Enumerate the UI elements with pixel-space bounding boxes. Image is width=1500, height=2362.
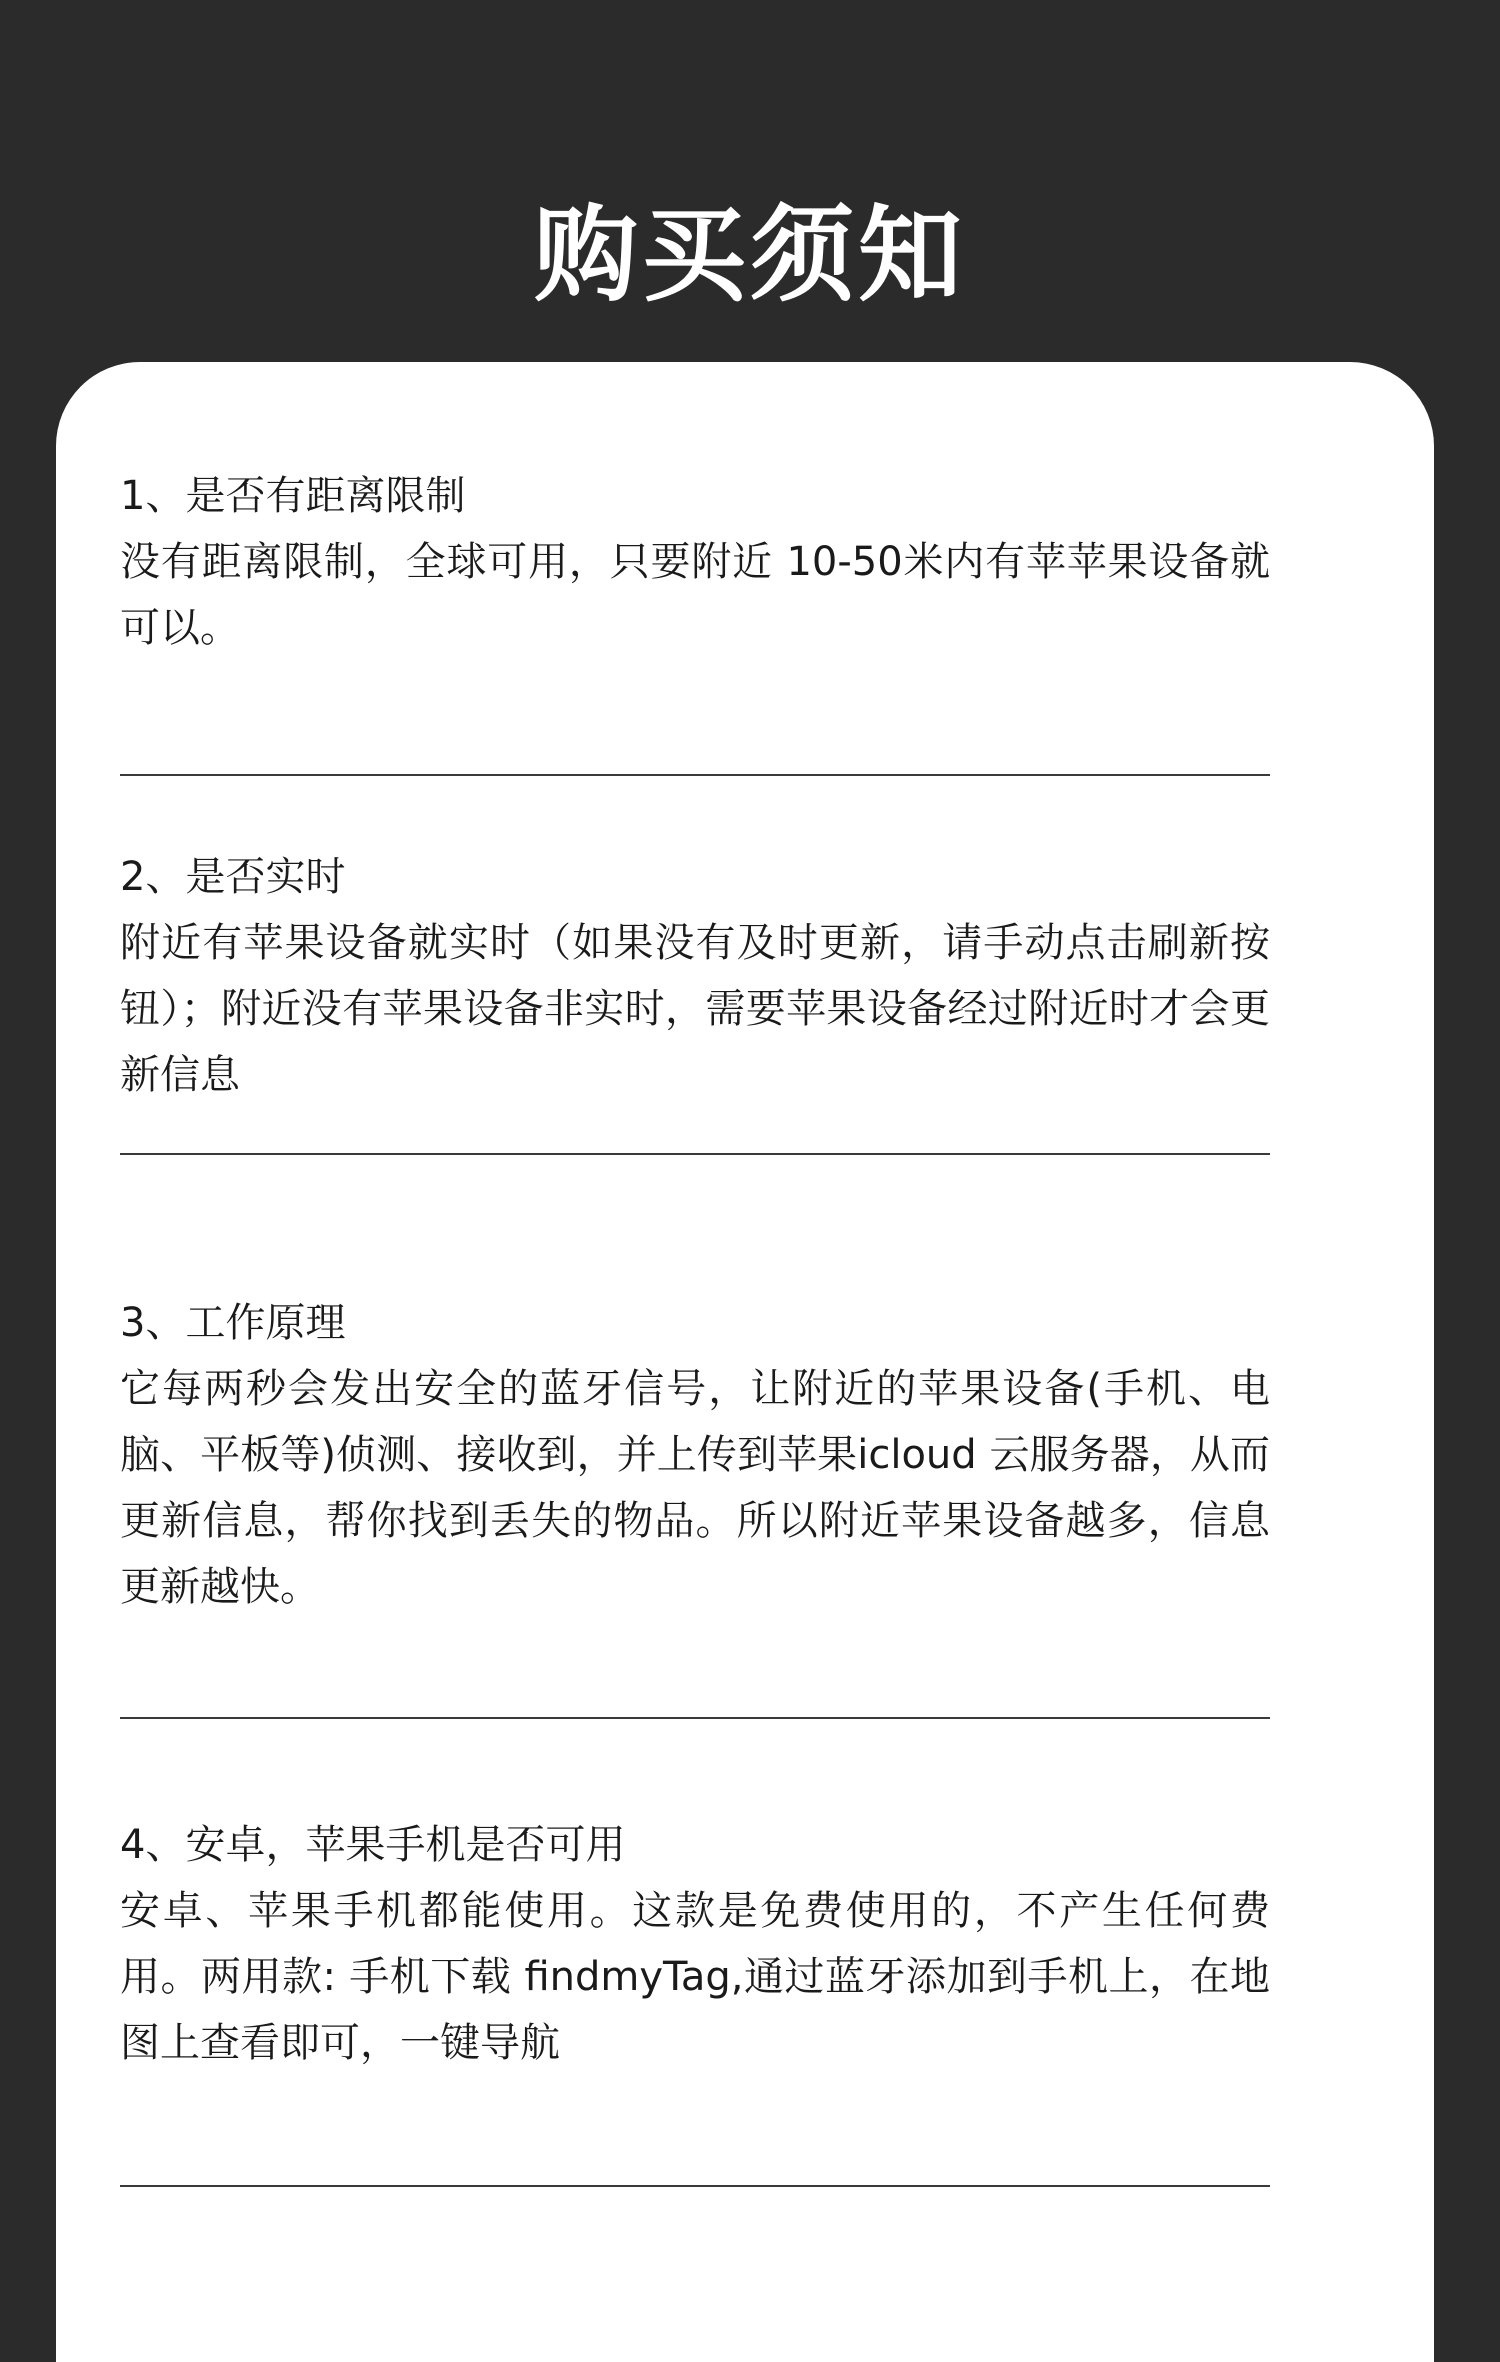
section-principle [120, 1290, 1270, 1620]
divider [120, 2185, 1270, 2187]
section-compatibility [120, 1812, 1270, 2076]
section-heading: 3、工作原理 [120, 1300, 346, 1346]
section-body: 没有距离限制，全球可用，只要附近 10-50米内有苹苹果设备就可以。 [120, 539, 1270, 651]
page-title: 购买须知 [533, 194, 966, 316]
section-body: 安卓、苹果手机都能使用。这款是免费使用的，不产生任何费用。两用款: 手机下载 findmyTag,通过蓝牙添加到手机上，在地图上查看即可，一键导航 [120, 1888, 1270, 2066]
section-heading: 1、是否有距离限制 [120, 473, 466, 519]
divider [120, 1153, 1270, 1155]
section-realtime [120, 844, 1270, 1108]
section-body: 附近有苹果设备就实时（如果没有及时更新，请手动点击刷新按钮）；附近没有苹果设备非实时，需要苹果设备经过附近时才会更新信息 [120, 920, 1270, 1098]
divider [120, 774, 1270, 776]
divider [120, 1717, 1270, 1719]
section-body: 它每两秒会发出安全的蓝牙信号，让附近的苹果设备(手机、电脑、平板等)侦测、接收到，并上传到苹果icloud 云服务器，从而更新信息，帮你找到丢失的物品。所以附近苹果设备越多，信息更新越快。 [120, 1366, 1270, 1610]
section-heading: 2、是否实时 [120, 854, 346, 900]
section-distance [120, 463, 1270, 661]
section-heading: 4、安卓，苹果手机是否可用 [120, 1822, 626, 1868]
